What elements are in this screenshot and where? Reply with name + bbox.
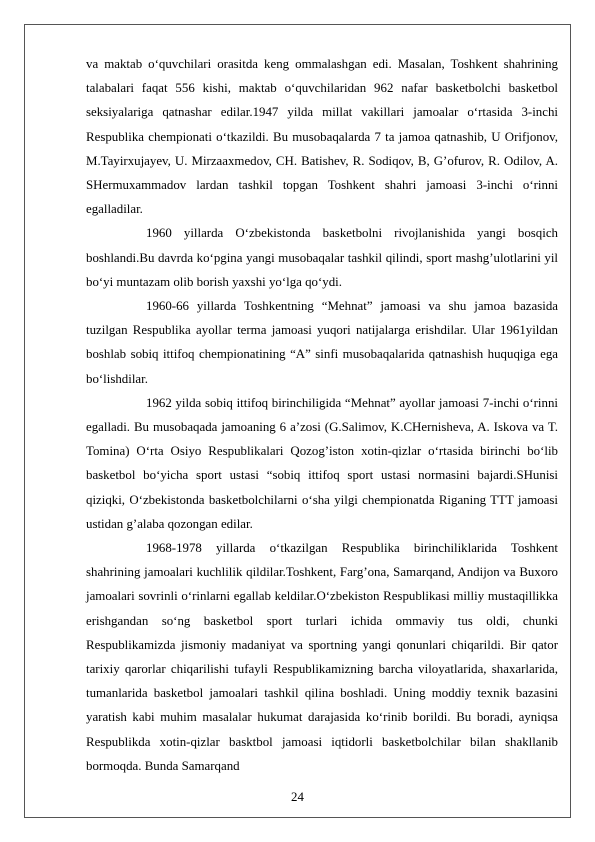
paragraph-5: 1968-1978 yillarda o‘tkazilgan Respublika birinchiliklarida Toshkent shahrining jamoalari kuchlilik qildilar.Toshkent, Farg’ona, Samarqand, Andijon va Buxoro jamoalari sovrinli o‘rinlarni egallab keldilar.O‘zbekiston Respublikasi milliy mustaqillikka erishgandan so‘ng basketbol sport turlari ichida ommaviy tus oldi, chunki Respublikamizda jismoniy madaniyat va sportning yangi qonunlari chiqarildi. Bir qator tarixiy qarorlar chiqarilishi tufayli Respublikamizning barcha viloyatlarida, shaxarlarida, tumanlarida basketbol jamoalari tashkil qilina boshladi. Uning moddiy texnik bazasini yaratish kabi muhim masalalar hukumat darajasida ko‘rinib borildi. Bu boradi, ayniqsa Respublikda xotin-qizlar basktbol jamoasi iqtidorli basketbolchilar bilan shakllanib bormoqda. Bunda Samarqand [86, 541, 558, 773]
paragraph-1: va maktab o‘quvchilari orasitda keng ommalashgan edi. Masalan, Toshkent shahrining talabalari faqat 556 kishi, maktab o‘quvchilaridan 962 nafar basketbolchi basketbol seksiyalariga qatnashar edilar.1947 yilda millat vakillari jamoalar o‘rtasida 3-inchi Respublika chempionati o‘tkazildi. Bu musobaqalarda 7 ta jamoa qatnashib, U Orifjonov, M.Tayirxujayev, U. Mirzaaxmedov, CH. Batishev, R. Sodiqov, B, G’ofurov, R. Odilov, A. SHermuxammadov lardan tashkil topgan Toshkent shahri jamoasi 3-inchi o‘rinni egalladilar. [86, 57, 558, 217]
document-body [86, 52, 558, 778]
paragraph-3: 1960-66 yillarda Toshkentning “Mehnat” jamoasi va shu jamoa bazasida tuzilgan Respublika ayollar terma jamoasi yuqori natijalarga erishdilar. Ular 1961yildan boshlab sobiq ittifoq chempionatining “A” sinfi musobaqalarida qatnashish huquqiga ega bo‘lishdilar. [86, 299, 558, 386]
paragraph-2: 1960 yillarda O‘zbekistonda basketbolni rivojlanishida yangi bosqich boshlandi.Bu davrda ko‘pgina yangi musobaqalar tashkil qilindi, sport mashg’ulotlarini yil bo‘yi muntazam olib borish yaxshi yo‘lga qo‘ydi. [86, 226, 558, 289]
page-number: 24 [291, 790, 304, 804]
paragraph-4: 1962 yilda sobiq ittifoq birinchiligida “Mehnat” ayollar jamoasi 7-inchi o‘rinni egalladi. Bu musobaqada jamoaning 6 a’zosi (G.Salimov, K.CHernisheva, A. Iskova va T. Tomina) O‘rta Osiyo Respublikalari Qozog’iston xotin-qizlar o‘rtasida birinchi bo‘lib basketbol bo‘yicha sport ustasi “sobiq ittifoq sport ustasi normasini bajardi.SHunisi qiziqki, O‘zbekistonda basketbolchilarni o‘sha yilgi chempionatda Riganing TTT jamoasi ustidan g’alaba qozongan edilar. [86, 395, 558, 531]
